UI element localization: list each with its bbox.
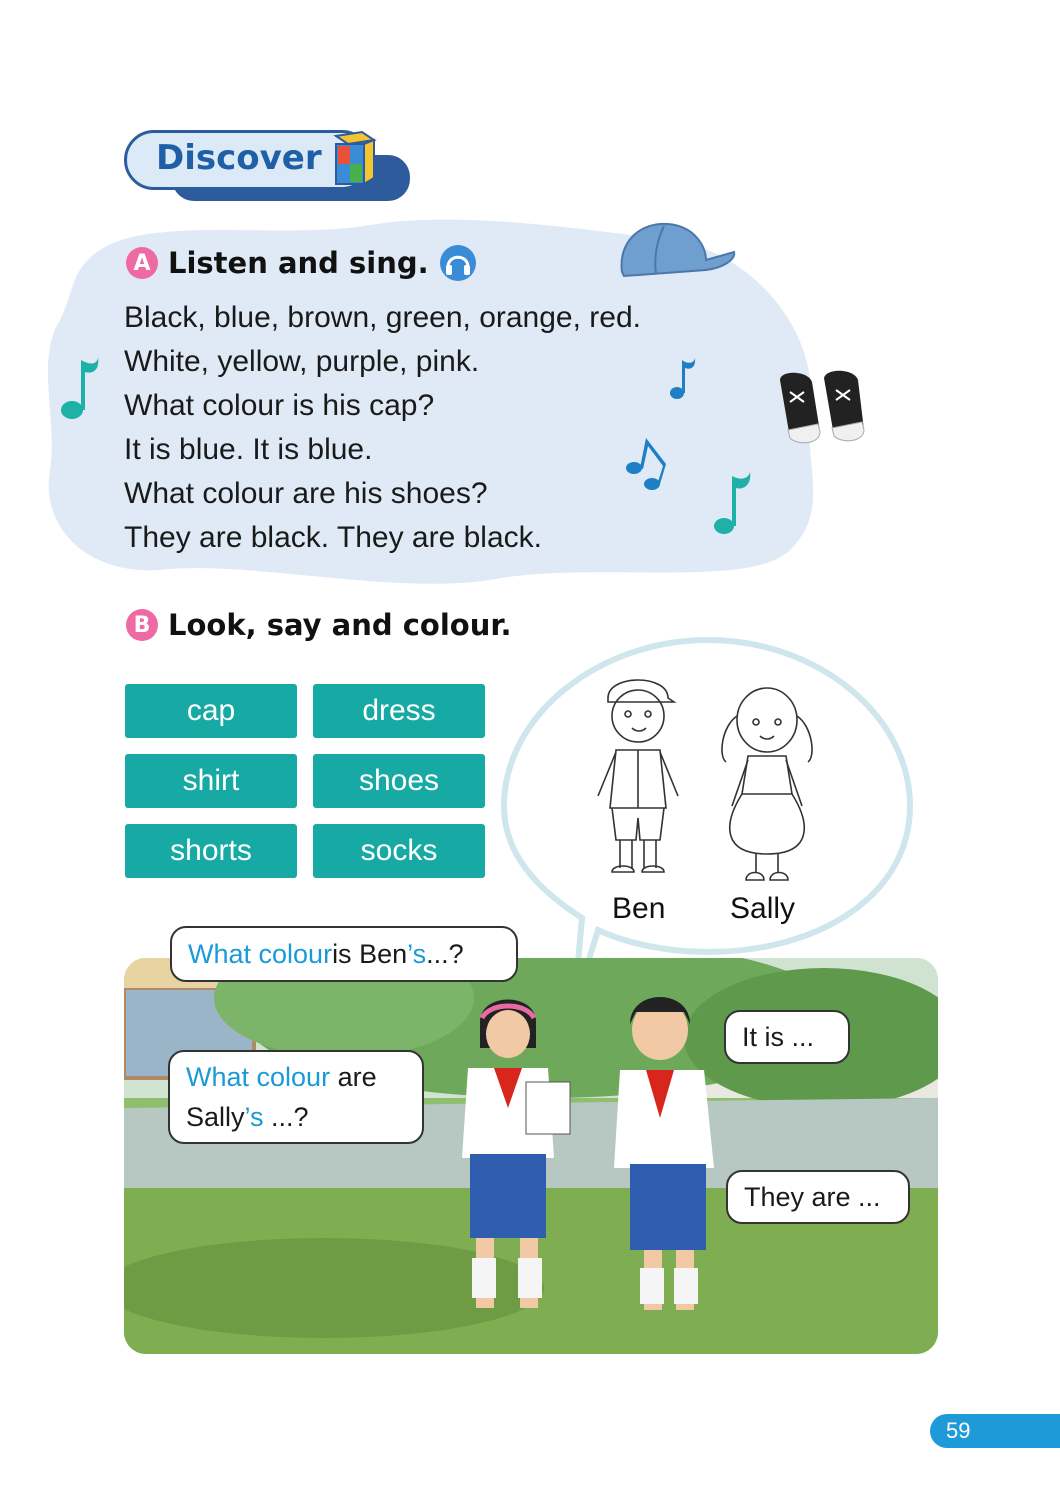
- page-number: 59: [946, 1418, 971, 1443]
- speech-bubble-question-sally: [168, 1050, 424, 1144]
- song-line: What colour is his cap?: [124, 389, 435, 422]
- music-note-icon: [668, 356, 698, 402]
- blue-cap-image: [610, 212, 738, 284]
- question-text: Sally: [186, 1102, 245, 1132]
- speech-bubble-answer-it-is: It is ...: [724, 1010, 850, 1064]
- music-note-icon: [708, 466, 758, 546]
- question-text: ...?: [263, 1102, 309, 1132]
- question-text: ...?: [426, 938, 464, 969]
- section-a-badge: A: [126, 247, 158, 279]
- question-text: is Ben: [332, 938, 408, 969]
- word-box-shirt: shirt: [125, 754, 297, 808]
- song-line: They are black. They are black.: [124, 521, 542, 554]
- character-name-sally: Sally: [730, 892, 796, 925]
- speech-bubble-answer-they-are: They are ...: [726, 1170, 910, 1224]
- word-box-cap: cap: [125, 684, 297, 738]
- puzzle-cube-icon: [332, 130, 378, 190]
- section-b-heading: [126, 608, 512, 642]
- song-lyrics: [124, 296, 641, 560]
- section-tab-label: Discover: [156, 138, 322, 178]
- question-highlight: ’s: [244, 1102, 264, 1132]
- song-line: It is blue. It is blue.: [124, 433, 373, 466]
- question-text: are: [330, 1062, 377, 1092]
- song-line: Black, blue, brown, green, orange, red.: [124, 301, 641, 334]
- question-highlight: ’s: [407, 938, 427, 969]
- speech-bubble-question-ben: [170, 926, 518, 982]
- section-a-heading: [126, 244, 477, 282]
- section-a-instruction: Listen and sing.: [168, 246, 429, 280]
- word-box-dress: dress: [313, 684, 485, 738]
- section-b-instruction: Look, say and colour.: [168, 608, 512, 642]
- question-highlight: What colour: [188, 938, 333, 969]
- headphone-audio-icon[interactable]: [439, 244, 477, 282]
- word-box-socks: socks: [313, 824, 485, 878]
- song-line: White, yellow, purple, pink.: [124, 345, 480, 378]
- question-highlight: What colour: [186, 1062, 331, 1092]
- word-box-shorts: shorts: [125, 824, 297, 878]
- ben-outline-drawing: [588, 668, 688, 888]
- section-b-badge: B: [126, 609, 158, 641]
- sally-outline-drawing: [712, 676, 822, 886]
- music-note-icon: [56, 352, 106, 432]
- character-name-ben: Ben: [612, 892, 666, 925]
- black-shoes-image: [774, 368, 868, 448]
- double-music-note-icon: [624, 434, 674, 496]
- song-line: What colour are his shoes?: [124, 477, 488, 510]
- word-box-shoes: shoes: [313, 754, 485, 808]
